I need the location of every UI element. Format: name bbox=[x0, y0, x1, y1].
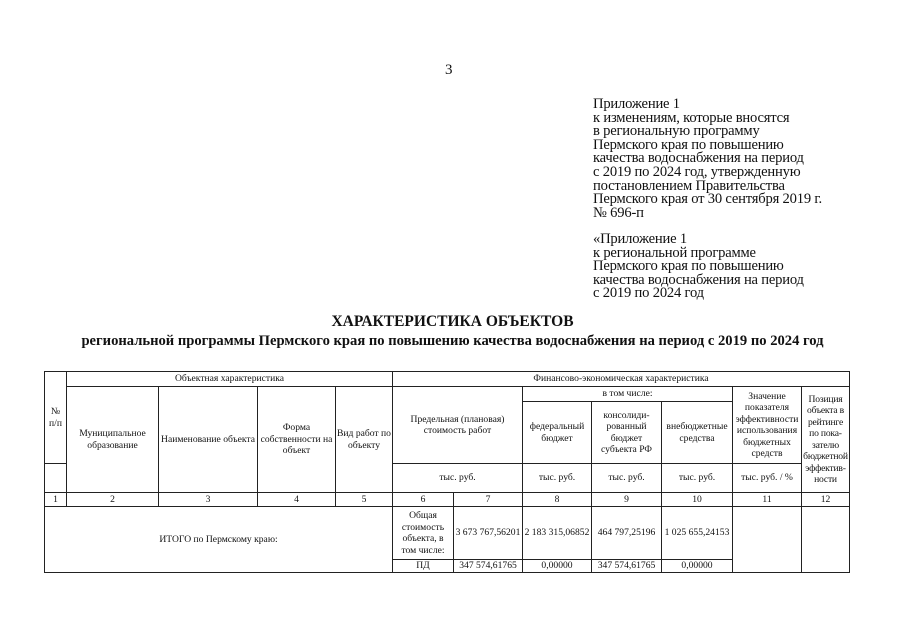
header-num-cont bbox=[45, 464, 67, 493]
appendix-line: Пермского края по повышению bbox=[593, 258, 784, 275]
appendix-amendment-block bbox=[593, 98, 822, 220]
unit-federal: тыс. руб. bbox=[523, 464, 592, 493]
appendix-line: к изменениям, которые вносятся bbox=[593, 109, 790, 126]
header-municipal: Муниципальное образование bbox=[67, 387, 159, 493]
header-finance-group: Финансово-экономическая характеристика bbox=[393, 372, 850, 387]
row-label: ПД bbox=[393, 560, 454, 573]
header-object-name: Наименование объекта bbox=[159, 387, 258, 493]
cell-extrabudget: 0,00000 bbox=[662, 560, 733, 573]
cell-total: 3 673 767,56201 bbox=[454, 507, 523, 560]
cell-consolidated: 464 797,25196 bbox=[592, 507, 662, 560]
appendix-line: с 2019 по 2024 год bbox=[593, 285, 704, 302]
header-max-cost: Предельная (плановая) стоимость работ bbox=[393, 387, 523, 464]
appendix-line: качества водоснабжения на период bbox=[593, 150, 804, 167]
cell-consolidated: 347 574,61765 bbox=[592, 560, 662, 573]
col-number: 6 bbox=[393, 493, 454, 507]
appendix-line: постановлением Правительства bbox=[593, 177, 785, 194]
unit-cost: тыс. руб. bbox=[393, 464, 523, 493]
header-ownership: Форма собственности на объект bbox=[258, 387, 336, 493]
total-label: ИТОГО по Пермскому краю: bbox=[45, 507, 393, 573]
unit-extrabudget: тыс. руб. bbox=[662, 464, 733, 493]
cell-efficiency bbox=[733, 507, 802, 573]
header-extrabudget: внебюджетные средства bbox=[662, 402, 733, 464]
cell-total: 347 574,61765 bbox=[454, 560, 523, 573]
appendix-line: к региональной программе bbox=[593, 244, 756, 261]
header-work-type: Вид работ по объекту bbox=[336, 387, 393, 493]
row-label: Общая стоимость объекта, в том числе: bbox=[393, 507, 454, 560]
header-rank: Позиция объекта в рейтинге по пока-зателю бюджетной эффектив-ности bbox=[802, 387, 850, 493]
cell-extrabudget: 1 025 655,24153 bbox=[662, 507, 733, 560]
col-number: 12 bbox=[802, 493, 850, 507]
appendix-line: № 696-п bbox=[593, 204, 644, 221]
col-number: 3 bbox=[159, 493, 258, 507]
appendix-line: с 2019 по 2024 год, утвержденную bbox=[593, 163, 801, 180]
appendix-line: «Приложение 1 bbox=[593, 231, 687, 247]
document-subtitle: региональной программы Пермского края по повышению качества водоснабжения на период с 2019 по 2024 год bbox=[81, 333, 824, 349]
appendix-line: Пермского края от 30 сентября 2019 г. bbox=[593, 191, 822, 208]
header-consolidated: консолиди-рованный бюджет субъекта РФ bbox=[592, 402, 662, 464]
appendix-line: качества водоснабжения на период bbox=[593, 271, 804, 288]
header-efficiency: Значение показателя эффективности использования бюджетных средств bbox=[733, 387, 802, 464]
cell-federal: 2 183 315,06852 bbox=[523, 507, 592, 560]
appendix-program-block bbox=[593, 233, 804, 301]
table-row bbox=[45, 507, 850, 560]
col-number: 10 bbox=[662, 493, 733, 507]
appendix-line: Пермского края по повышению bbox=[593, 136, 784, 153]
header-num: № п/п bbox=[45, 372, 67, 464]
appendix-line: в региональную программу bbox=[593, 123, 760, 140]
col-number: 4 bbox=[258, 493, 336, 507]
unit-consolidated: тыс. руб. bbox=[592, 464, 662, 493]
unit-efficiency: тыс. руб. / % bbox=[733, 464, 802, 493]
cell-rank bbox=[802, 507, 850, 573]
col-number: 1 bbox=[45, 493, 67, 507]
appendix-line: Приложение 1 bbox=[593, 96, 680, 112]
document-title: ХАРАКТЕРИСТИКА ОБЪЕКТОВ bbox=[331, 313, 574, 330]
col-number: 8 bbox=[523, 493, 592, 507]
header-object-group: Объектная характеристика bbox=[67, 372, 393, 387]
objects-table bbox=[44, 371, 850, 573]
cell-federal: 0,00000 bbox=[523, 560, 592, 573]
col-number: 9 bbox=[592, 493, 662, 507]
col-number: 2 bbox=[67, 493, 159, 507]
col-number: 5 bbox=[336, 493, 393, 507]
col-number: 7 bbox=[454, 493, 523, 507]
page-number: 3 bbox=[445, 62, 453, 78]
header-federal: федеральный бюджет bbox=[523, 402, 592, 464]
header-including: в том числе: bbox=[523, 387, 733, 402]
col-number: 11 bbox=[733, 493, 802, 507]
